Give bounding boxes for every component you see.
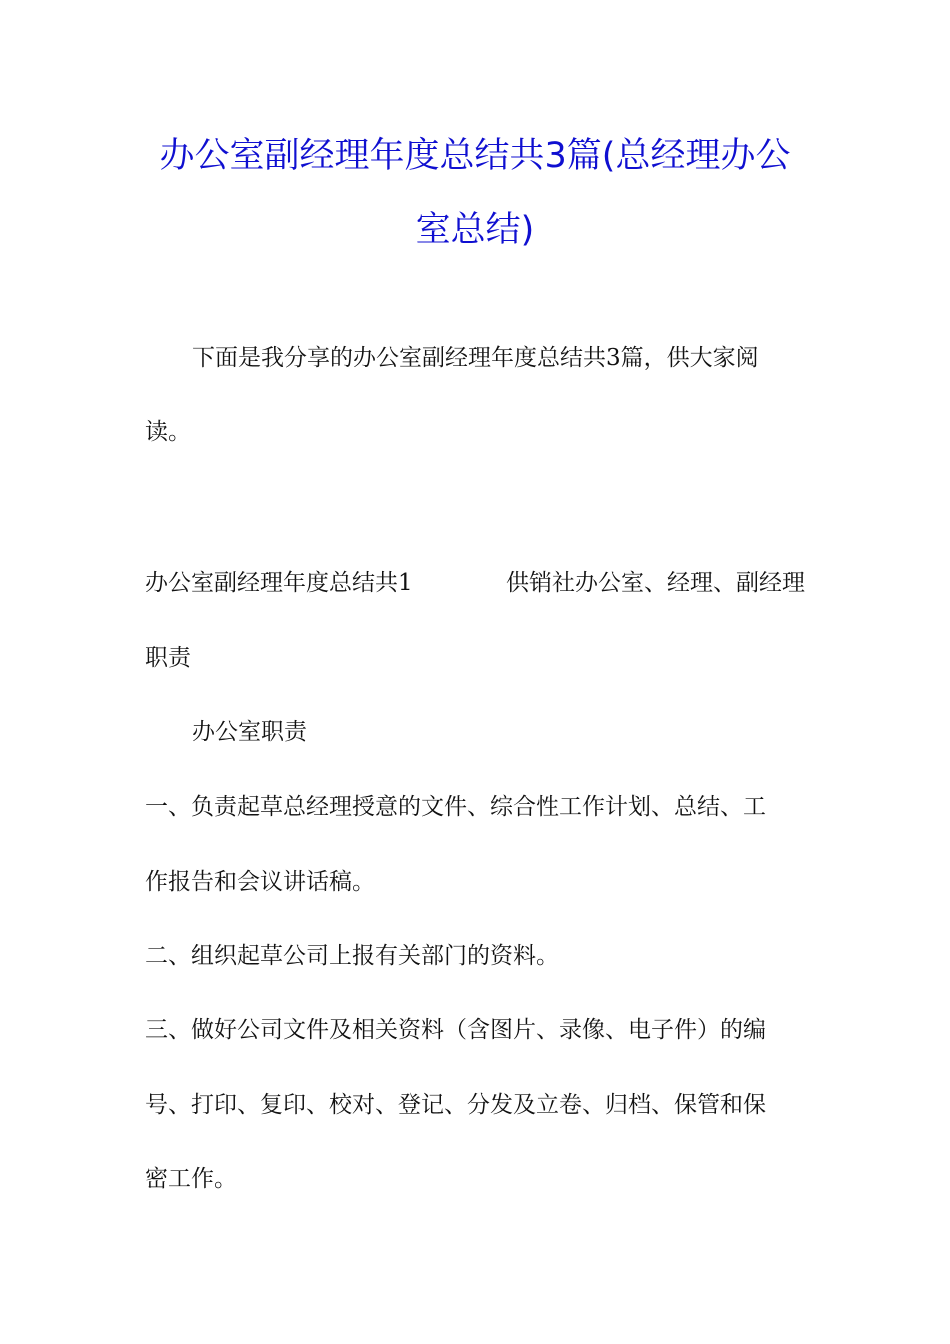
section-1-heading: 办公室副经理年度总结共1 [145, 570, 413, 596]
item-1-line-2: 作报告和会议讲话稿。 [145, 869, 375, 895]
item-3-line-2: 号、打印、复印、校对、登记、分发及立卷、归档、保管和保 [145, 1092, 766, 1118]
item-2-line-1: 二、组织起草公司上报有关部门的资料。 [145, 943, 559, 969]
intro-line-2: 读。 [145, 419, 191, 445]
section-1-heading-line-2: 职责 [145, 645, 191, 671]
item-3-line-1: 三、做好公司文件及相关资料（含图片、录像、电子件）的编 [145, 1017, 766, 1043]
section-1-heading-line [145, 568, 805, 598]
intro-line-1: 下面是我分享的办公室副经理年度总结共3篇，供大家阅 [192, 345, 759, 371]
item-3-line-3: 密工作。 [145, 1166, 237, 1192]
section-1-heading-continued: 供销社办公室、经理、副经理 [506, 570, 805, 596]
item-1-line-1: 一、负责起草总经理授意的文件、综合性工作计划、总结、工 [145, 794, 766, 820]
subheading-office-duties: 办公室职责 [192, 719, 307, 745]
document-title: 办公室副经理年度总结共3篇(总经理办公室总结) [159, 136, 791, 250]
